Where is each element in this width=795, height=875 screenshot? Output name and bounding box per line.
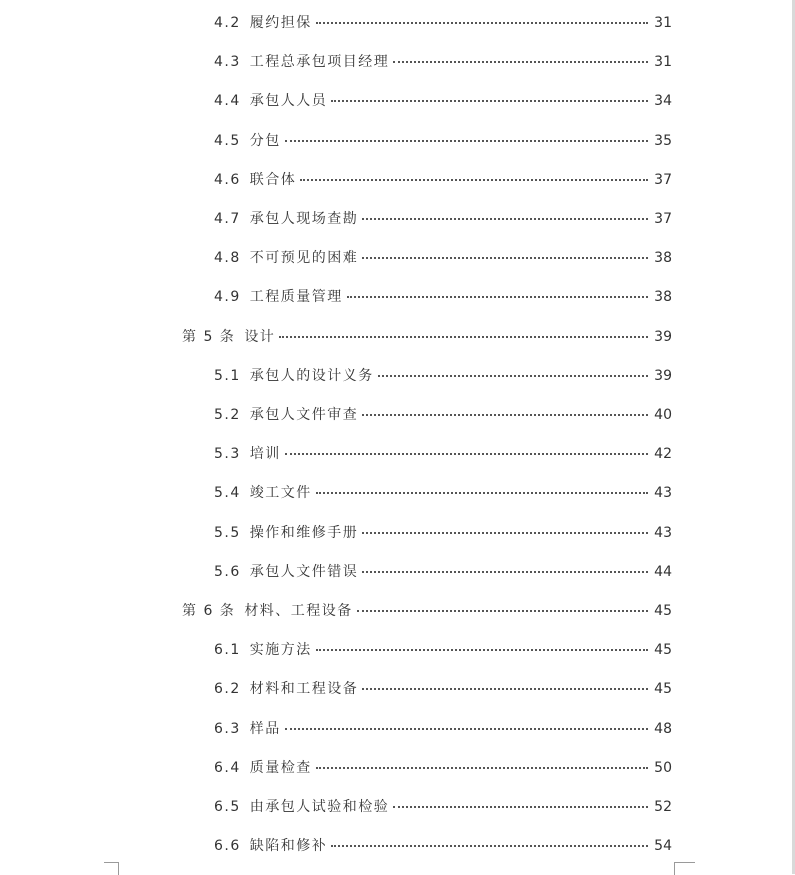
toc-section-entry[interactable] bbox=[214, 523, 672, 543]
toc-dot-leader bbox=[357, 609, 648, 612]
toc-entry-title: 材料和工程设备 bbox=[249, 681, 359, 697]
toc-entry-number: 4.6 bbox=[214, 172, 241, 188]
toc-entry-number: 5.6 bbox=[214, 564, 241, 580]
toc-dot-leader bbox=[285, 139, 648, 142]
toc-entry-title: 分包 bbox=[249, 133, 281, 149]
toc-dot-leader bbox=[316, 491, 648, 494]
toc-entry-number: 第 5 条 bbox=[182, 329, 236, 345]
toc-entry-title: 承包人现场查勘 bbox=[249, 211, 359, 227]
toc-entry-number: 5.1 bbox=[214, 368, 241, 384]
toc-dot-leader bbox=[331, 99, 648, 102]
toc-entry-page-number: 31 bbox=[654, 15, 672, 31]
toc-entry-page-number: 45 bbox=[654, 642, 672, 658]
toc-entry-number: 第 6 条 bbox=[182, 603, 236, 619]
toc-dot-leader bbox=[393, 805, 648, 808]
toc-section-entry[interactable] bbox=[214, 719, 672, 739]
toc-entry-number: 6.3 bbox=[214, 721, 241, 737]
crop-mark-right bbox=[674, 862, 695, 875]
toc-section-entry[interactable] bbox=[214, 248, 672, 268]
toc-section-entry[interactable] bbox=[214, 758, 672, 778]
toc-entry-page-number: 44 bbox=[654, 564, 672, 580]
toc-entry-number: 6.1 bbox=[214, 642, 241, 658]
toc-chapter-entry[interactable] bbox=[182, 327, 672, 347]
toc-entry-number: 6.4 bbox=[214, 760, 241, 776]
toc-dot-leader bbox=[285, 727, 648, 730]
toc-entry-number: 5.5 bbox=[214, 525, 241, 541]
toc-section-entry[interactable] bbox=[214, 444, 672, 464]
toc-entry-title: 竣工文件 bbox=[249, 485, 312, 501]
toc-entry-page-number: 43 bbox=[654, 525, 672, 541]
toc-entry-number: 4.8 bbox=[214, 250, 241, 266]
toc-entry-page-number: 37 bbox=[654, 172, 672, 188]
toc-entry-page-number: 50 bbox=[654, 760, 672, 776]
toc-section-entry[interactable] bbox=[214, 131, 672, 151]
toc-dot-leader bbox=[316, 766, 648, 769]
toc-entry-page-number: 31 bbox=[654, 54, 672, 70]
crop-mark-left bbox=[104, 862, 119, 875]
toc-dot-leader bbox=[362, 687, 648, 690]
toc-entry-page-number: 45 bbox=[654, 603, 672, 619]
toc-entry-title: 设计 bbox=[244, 329, 276, 345]
toc-entry-number: 4.3 bbox=[214, 54, 241, 70]
toc-entry-number: 4.7 bbox=[214, 211, 241, 227]
toc-dot-leader bbox=[378, 374, 648, 377]
toc-entry-page-number: 39 bbox=[654, 329, 672, 345]
toc-entry-number: 4.2 bbox=[214, 15, 241, 31]
toc-chapter-entry[interactable] bbox=[182, 601, 672, 621]
toc-entry-title: 操作和维修手册 bbox=[249, 525, 359, 541]
toc-dot-leader bbox=[285, 452, 648, 455]
toc-entry-title: 承包人的设计义务 bbox=[249, 368, 374, 384]
toc-entry-title: 样品 bbox=[249, 721, 281, 737]
toc-dot-leader bbox=[347, 295, 648, 298]
toc-entry-title: 履约担保 bbox=[249, 15, 312, 31]
toc-section-entry[interactable] bbox=[214, 483, 672, 503]
toc-section-entry[interactable] bbox=[214, 170, 672, 190]
toc-section-entry[interactable] bbox=[214, 209, 672, 229]
toc-dot-leader bbox=[362, 256, 648, 259]
toc-entry-number: 5.4 bbox=[214, 485, 241, 501]
toc-entry-number: 5.2 bbox=[214, 407, 241, 423]
toc-entry-title: 联合体 bbox=[249, 172, 297, 188]
toc-entry-title: 培训 bbox=[249, 446, 281, 462]
toc-section-entry[interactable] bbox=[214, 52, 672, 72]
toc-section-entry[interactable] bbox=[214, 405, 672, 425]
toc-entry-title: 缺陷和修补 bbox=[249, 838, 328, 854]
toc-entry-page-number: 39 bbox=[654, 368, 672, 384]
toc-entry-page-number: 38 bbox=[654, 250, 672, 266]
toc-entry-page-number: 37 bbox=[654, 211, 672, 227]
toc-entry-title: 承包人文件审查 bbox=[249, 407, 359, 423]
toc-entry-page-number: 34 bbox=[654, 93, 672, 109]
toc-dot-leader bbox=[362, 570, 648, 573]
toc-entry-title: 实施方法 bbox=[249, 642, 312, 658]
toc-entry-title: 不可预见的困难 bbox=[249, 250, 359, 266]
toc-entry-page-number: 40 bbox=[654, 407, 672, 423]
toc-dot-leader bbox=[316, 648, 648, 651]
toc-section-entry[interactable] bbox=[214, 366, 672, 386]
toc-section-entry[interactable] bbox=[214, 679, 672, 699]
toc-entry-title: 工程质量管理 bbox=[249, 289, 343, 305]
toc-entry-page-number: 45 bbox=[654, 681, 672, 697]
toc-entry-page-number: 35 bbox=[654, 133, 672, 149]
toc-entry-number: 5.3 bbox=[214, 446, 241, 462]
toc-section-entry[interactable] bbox=[214, 562, 672, 582]
toc-section-entry[interactable] bbox=[214, 640, 672, 660]
toc-entry-title: 承包人文件错误 bbox=[249, 564, 359, 580]
toc-dot-leader bbox=[362, 413, 648, 416]
toc-entry-page-number: 42 bbox=[654, 446, 672, 462]
toc-dot-leader bbox=[393, 60, 648, 63]
toc-dot-leader bbox=[362, 531, 648, 534]
toc-dot-leader bbox=[331, 844, 648, 847]
toc-entry-title: 工程总承包项目经理 bbox=[249, 54, 390, 70]
toc-entry-number: 4.5 bbox=[214, 133, 241, 149]
toc-section-entry[interactable] bbox=[214, 797, 672, 817]
toc-section-entry[interactable] bbox=[214, 836, 672, 856]
toc-entry-title: 承包人人员 bbox=[249, 93, 328, 109]
toc-entry-number: 6.2 bbox=[214, 681, 241, 697]
toc-section-entry[interactable] bbox=[214, 13, 672, 33]
toc-entry-number: 6.5 bbox=[214, 799, 241, 815]
toc-dot-leader bbox=[362, 217, 648, 220]
toc-entry-title: 质量检查 bbox=[249, 760, 312, 776]
toc-entry-page-number: 48 bbox=[654, 721, 672, 737]
toc-entry-number: 6.6 bbox=[214, 838, 241, 854]
toc-dot-leader bbox=[316, 21, 648, 24]
toc-entry-number: 4.4 bbox=[214, 93, 241, 109]
toc-dot-leader bbox=[300, 178, 648, 181]
toc-section-entry[interactable] bbox=[214, 91, 672, 111]
toc-entry-number: 4.9 bbox=[214, 289, 241, 305]
toc-entry-page-number: 52 bbox=[654, 799, 672, 815]
toc-entry-title: 由承包人试验和检验 bbox=[249, 799, 390, 815]
toc-entry-title: 材料、工程设备 bbox=[244, 603, 353, 619]
toc-entry-page-number: 54 bbox=[654, 838, 672, 854]
toc-section-entry[interactable] bbox=[214, 287, 672, 307]
toc-entry-page-number: 43 bbox=[654, 485, 672, 501]
toc-entry-page-number: 38 bbox=[654, 289, 672, 305]
toc-dot-leader bbox=[279, 335, 648, 338]
